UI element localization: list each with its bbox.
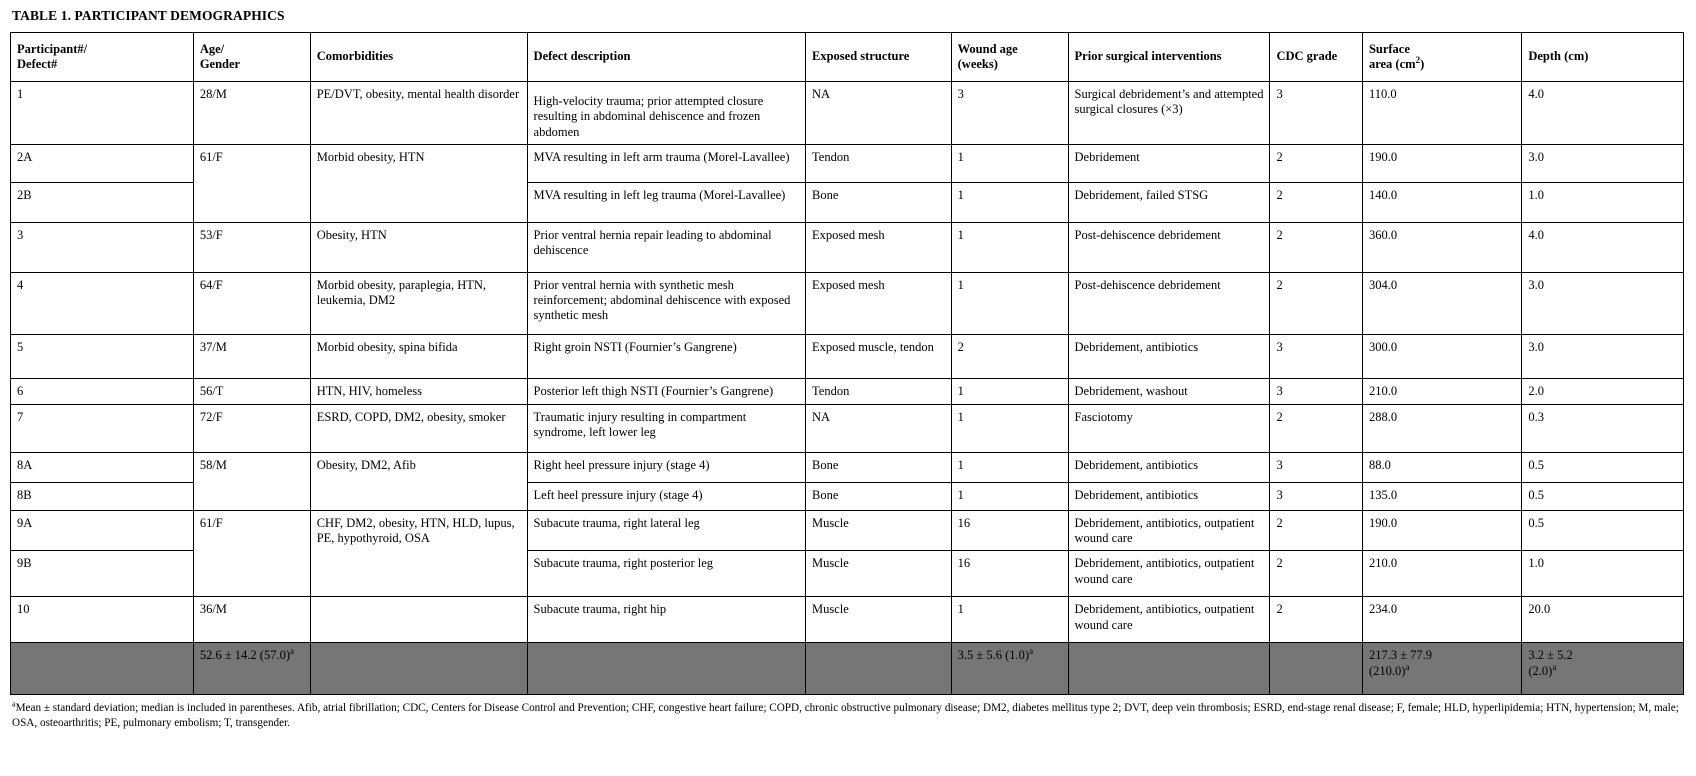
cell-comorbidities: CHF, DM2, obesity, HTN, HLD, lupus, PE, hypothyroid, OSA (310, 510, 527, 597)
footnote-text: Mean ± standard deviation; median is included in parentheses. Afib, atrial fibrillation; CDC, Centers for Disease Control and Prevention; CHF, congestive heart failure; COPD, chronic obstructive pulmonary disease; DM2, diabetes mellitus type 2; DVT, deep vein thrombosis; ESRD, end-stage renal disease; F, female; HLD, hyperlipidemia; HTN, hypertension; M, male; OSA, osteoarthritis; PE, pulmonary embolism; T, transgender. (12, 702, 1679, 730)
cell-age-gender: 64/F (193, 272, 310, 334)
cell-surface-area: 288.0 (1362, 404, 1521, 452)
cell-surface-area: 360.0 (1362, 222, 1521, 272)
cell-exposed-structure: Bone (806, 452, 952, 482)
cell-wound-age: 16 (951, 510, 1068, 551)
column-header-wound-age (951, 33, 1068, 82)
cell-defect-description: Left heel pressure injury (stage 4) (527, 482, 805, 510)
cell-exposed-structure: Muscle (806, 510, 952, 551)
cell-comorbidities: Obesity, HTN (310, 222, 527, 272)
cell-age-gender: 56/T (193, 378, 310, 404)
cell-surface-area: 110.0 (1362, 82, 1521, 145)
cell-surface-area: 304.0 (1362, 272, 1521, 334)
column-header-participant (11, 33, 194, 82)
header-line-1: Prior surgical interventions (1074, 49, 1222, 64)
cell-depth: 0.5 (1522, 482, 1684, 510)
table-row (11, 222, 1684, 272)
column-header-exposed-structure (806, 33, 952, 82)
header-line-1: Depth (cm) (1528, 49, 1589, 64)
cell-prior-interventions: Debridement, antibiotics, outpatient wound care (1068, 510, 1270, 551)
table-row (11, 404, 1684, 452)
cell-cdc-grade: 2 (1270, 182, 1362, 222)
cell-exposed-structure: Tendon (806, 378, 952, 404)
cell-depth: 0.3 (1522, 404, 1684, 452)
cell-cdc-grade: 2 (1270, 510, 1362, 551)
cell-wound-age: 1 (951, 144, 1068, 182)
cell-defect-description: Subacute trauma, right lateral leg (527, 510, 805, 551)
cell-exposed-structure: Bone (806, 482, 952, 510)
cell-comorbidities: ESRD, COPD, DM2, obesity, smoker (310, 404, 527, 452)
cell-participant: 6 (11, 378, 194, 404)
summary-cell-cdc-grade (1270, 643, 1362, 695)
header-line-1: Exposed structure (812, 49, 910, 64)
cell-age-gender: 37/M (193, 334, 310, 378)
cell-comorbidities: Obesity, DM2, Afib (310, 452, 527, 510)
cell-participant: 9B (11, 551, 194, 597)
cell-participant: 8A (11, 452, 194, 482)
cell-cdc-grade: 2 (1270, 551, 1362, 597)
summary-surface-area-line1: 217.3 ± 77.9 (1368, 648, 1433, 663)
summary-cell-comorbidities (310, 643, 527, 695)
summary-depth-line2: (2.0) (1528, 663, 1553, 678)
header-line-1: Wound age (957, 41, 1018, 56)
cell-depth: 2.0 (1522, 378, 1684, 404)
table-row (11, 510, 1684, 551)
summary-cell-age-gender (193, 643, 310, 695)
column-header-defect-description (527, 33, 805, 82)
table-footnote (12, 701, 1686, 731)
summary-surface-area-line2: (210.0) (1368, 663, 1406, 678)
cell-depth: 1.0 (1522, 182, 1684, 222)
cell-depth: 0.5 (1522, 452, 1684, 482)
cell-defect-description: Traumatic injury resulting in compartment syndrome, left lower leg (527, 404, 805, 452)
summary-surface-area-footnote-marker: a (1405, 661, 1410, 672)
cell-defect-description: Right heel pressure injury (stage 4) (527, 452, 805, 482)
cell-comorbidities: PE/DVT, obesity, mental health disorder (310, 82, 527, 145)
cell-wound-age: 1 (951, 597, 1068, 643)
cell-depth: 4.0 (1522, 82, 1684, 145)
table-row (11, 272, 1684, 334)
header-line-1: Age/ (199, 41, 225, 56)
cell-exposed-structure: Exposed mesh (806, 222, 952, 272)
cell-age-gender: 72/F (193, 404, 310, 452)
cell-prior-interventions: Debridement, failed STSG (1068, 182, 1270, 222)
cell-defect-description: Subacute trauma, right hip (527, 597, 805, 643)
cell-prior-interventions: Debridement, antibiotics, outpatient wound care (1068, 597, 1270, 643)
cell-cdc-grade: 2 (1270, 272, 1362, 334)
cell-comorbidities: Morbid obesity, paraplegia, HTN, leukemia, DM2 (310, 272, 527, 334)
cell-age-gender: 53/F (193, 222, 310, 272)
summary-cell-wound-age (951, 643, 1068, 695)
cell-depth: 20.0 (1522, 597, 1684, 643)
header-row (11, 33, 1684, 82)
cell-cdc-grade: 3 (1270, 482, 1362, 510)
summary-row (11, 643, 1684, 695)
cell-surface-area: 234.0 (1362, 597, 1521, 643)
header-line-2: Gender (199, 57, 241, 71)
summary-cell-participant (11, 643, 194, 695)
header-line-2: (weeks) (957, 57, 998, 71)
cell-wound-age: 2 (951, 334, 1068, 378)
cell-wound-age: 1 (951, 222, 1068, 272)
cell-depth: 3.0 (1522, 272, 1684, 334)
cell-surface-area: 88.0 (1362, 452, 1521, 482)
table-row (11, 378, 1684, 404)
cell-surface-area: 210.0 (1362, 551, 1521, 597)
cell-prior-interventions: Post-dehiscence debridement (1068, 222, 1270, 272)
cell-wound-age: 1 (951, 378, 1068, 404)
cell-wound-age: 16 (951, 551, 1068, 597)
cell-surface-area: 140.0 (1362, 182, 1521, 222)
summary-cell-surface-area (1362, 643, 1521, 695)
cell-participant: 2A (11, 144, 194, 182)
cell-wound-age: 1 (951, 182, 1068, 222)
table-row (11, 452, 1684, 482)
cell-surface-area: 190.0 (1362, 510, 1521, 551)
cell-prior-interventions: Debridement, antibiotics (1068, 482, 1270, 510)
participant-demographics-table (10, 32, 1684, 695)
cell-comorbidities: HTN, HIV, homeless (310, 378, 527, 404)
header-line-1: Defect description (533, 49, 631, 64)
cell-cdc-grade: 3 (1270, 378, 1362, 404)
table-header (11, 33, 1684, 82)
cell-comorbidities: Morbid obesity, spina bifida (310, 334, 527, 378)
cell-participant: 2B (11, 182, 194, 222)
cell-wound-age: 1 (951, 482, 1068, 510)
summary-wound-age-value: 3.5 ± 5.6 (1.0) (957, 648, 1030, 663)
cell-depth: 4.0 (1522, 222, 1684, 272)
column-header-surface-area (1362, 33, 1521, 82)
summary-cell-prior-interventions (1068, 643, 1270, 695)
column-header-depth (1522, 33, 1684, 82)
cell-surface-area: 300.0 (1362, 334, 1521, 378)
cell-cdc-grade: 2 (1270, 404, 1362, 452)
summary-age-value: 52.6 ± 14.2 (57.0) (199, 648, 290, 663)
cell-cdc-grade: 3 (1270, 334, 1362, 378)
table-row (11, 334, 1684, 378)
cell-exposed-structure: Exposed muscle, tendon (806, 334, 952, 378)
cell-prior-interventions: Surgical debridement’s and attempted surgical closures (×3) (1068, 82, 1270, 145)
cell-exposed-structure: NA (806, 404, 952, 452)
cell-prior-interventions: Debridement, washout (1068, 378, 1270, 404)
cell-exposed-structure: NA (806, 82, 952, 145)
table-row (11, 144, 1684, 182)
cell-age-gender: 58/M (193, 452, 310, 510)
cell-participant: 10 (11, 597, 194, 643)
cell-depth: 3.0 (1522, 334, 1684, 378)
column-header-age-gender (193, 33, 310, 82)
cell-defect-description: MVA resulting in left arm trauma (Morel-Lavallee) (527, 144, 805, 182)
cell-age-gender: 61/F (193, 144, 310, 222)
cell-defect-description: Prior ventral hernia repair leading to abdominal dehiscence (527, 222, 805, 272)
cell-prior-interventions: Post-dehiscence debridement (1068, 272, 1270, 334)
table-title: TABLE 1. PARTICIPANT DEMOGRAPHICS (12, 8, 285, 23)
table-row (11, 82, 1684, 145)
cell-prior-interventions: Debridement, antibiotics, outpatient wound care (1068, 551, 1270, 597)
cell-participant: 4 (11, 272, 194, 334)
summary-cell-defect-description (527, 643, 805, 695)
cell-depth: 3.0 (1522, 144, 1684, 182)
cell-defect-description: Subacute trauma, right posterior leg (527, 551, 805, 597)
cell-participant: 3 (11, 222, 194, 272)
cell-wound-age: 1 (951, 404, 1068, 452)
cell-cdc-grade: 2 (1270, 222, 1362, 272)
cell-cdc-grade: 3 (1270, 82, 1362, 145)
footnote-marker: a (12, 699, 16, 709)
cell-exposed-structure: Bone (806, 182, 952, 222)
column-header-cdc-grade (1270, 33, 1362, 82)
cell-surface-area: 210.0 (1362, 378, 1521, 404)
cell-exposed-structure: Tendon (806, 144, 952, 182)
header-line-1: CDC grade (1276, 49, 1338, 64)
summary-cell-depth (1522, 643, 1684, 695)
cell-exposed-structure: Muscle (806, 551, 952, 597)
cell-defect-description: MVA resulting in left leg trauma (Morel-Lavallee) (527, 182, 805, 222)
summary-cell-exposed-structure (806, 643, 952, 695)
header-line-2: area $(cm^2)$ (1368, 54, 1425, 71)
cell-surface-area: 190.0 (1362, 144, 1521, 182)
cell-comorbidities (310, 597, 527, 643)
cell-defect-description: Prior ventral hernia with synthetic mesh reinforcement; abdominal dehiscence with exposed synthetic mesh (527, 272, 805, 334)
column-header-comorbidities (310, 33, 527, 82)
header-line-1: Comorbidities (316, 49, 394, 64)
cell-prior-interventions: Debridement, antibiotics (1068, 334, 1270, 378)
cell-exposed-structure: Muscle (806, 597, 952, 643)
cell-wound-age: 1 (951, 272, 1068, 334)
cell-prior-interventions: Debridement, antibiotics (1068, 452, 1270, 482)
summary-depth-footnote-marker: a (1552, 661, 1557, 672)
cell-age-gender: 28/M (193, 82, 310, 145)
cell-wound-age: 1 (951, 452, 1068, 482)
cell-comorbidities: Morbid obesity, HTN (310, 144, 527, 222)
cell-prior-interventions: Fasciotomy (1068, 404, 1270, 452)
cell-defect-description: Posterior left thigh NSTI (Fournier’s Gangrene) (527, 378, 805, 404)
cell-prior-interventions: Debridement (1068, 144, 1270, 182)
table-row (11, 597, 1684, 643)
header-line-2: Defect# (17, 57, 58, 71)
cell-participant: 9A (11, 510, 194, 551)
table-body (11, 82, 1684, 695)
cell-defect-description: Right groin NSTI (Fournier’s Gangrene) (527, 334, 805, 378)
cell-cdc-grade: 2 (1270, 597, 1362, 643)
cell-cdc-grade: 2 (1270, 144, 1362, 182)
cell-participant: 1 (11, 82, 194, 145)
cell-exposed-structure: Exposed mesh (806, 272, 952, 334)
summary-wound-age-footnote-marker: a (1029, 646, 1034, 657)
cell-surface-area: 135.0 (1362, 482, 1521, 510)
cell-depth: 1.0 (1522, 551, 1684, 597)
cell-age-gender: 61/F (193, 510, 310, 597)
cell-defect-description: High-velocity trauma; prior attempted closure resulting in abdominal dehiscence and frozen abdomen (527, 82, 805, 145)
cell-wound-age: 3 (951, 82, 1068, 145)
cell-participant: 5 (11, 334, 194, 378)
cell-age-gender: 36/M (193, 597, 310, 643)
summary-depth-line1: 3.2 ± 5.2 (1528, 648, 1573, 663)
summary-age-footnote-marker: a (290, 646, 294, 657)
column-header-prior-surgical-interventions (1068, 33, 1270, 82)
cell-participant: 7 (11, 404, 194, 452)
header-line-1: Participant#/ (17, 41, 88, 56)
cell-depth: 0.5 (1522, 510, 1684, 551)
cell-cdc-grade: 3 (1270, 452, 1362, 482)
header-line-1: Surface (1368, 41, 1410, 56)
cell-participant: 8B (11, 482, 194, 510)
